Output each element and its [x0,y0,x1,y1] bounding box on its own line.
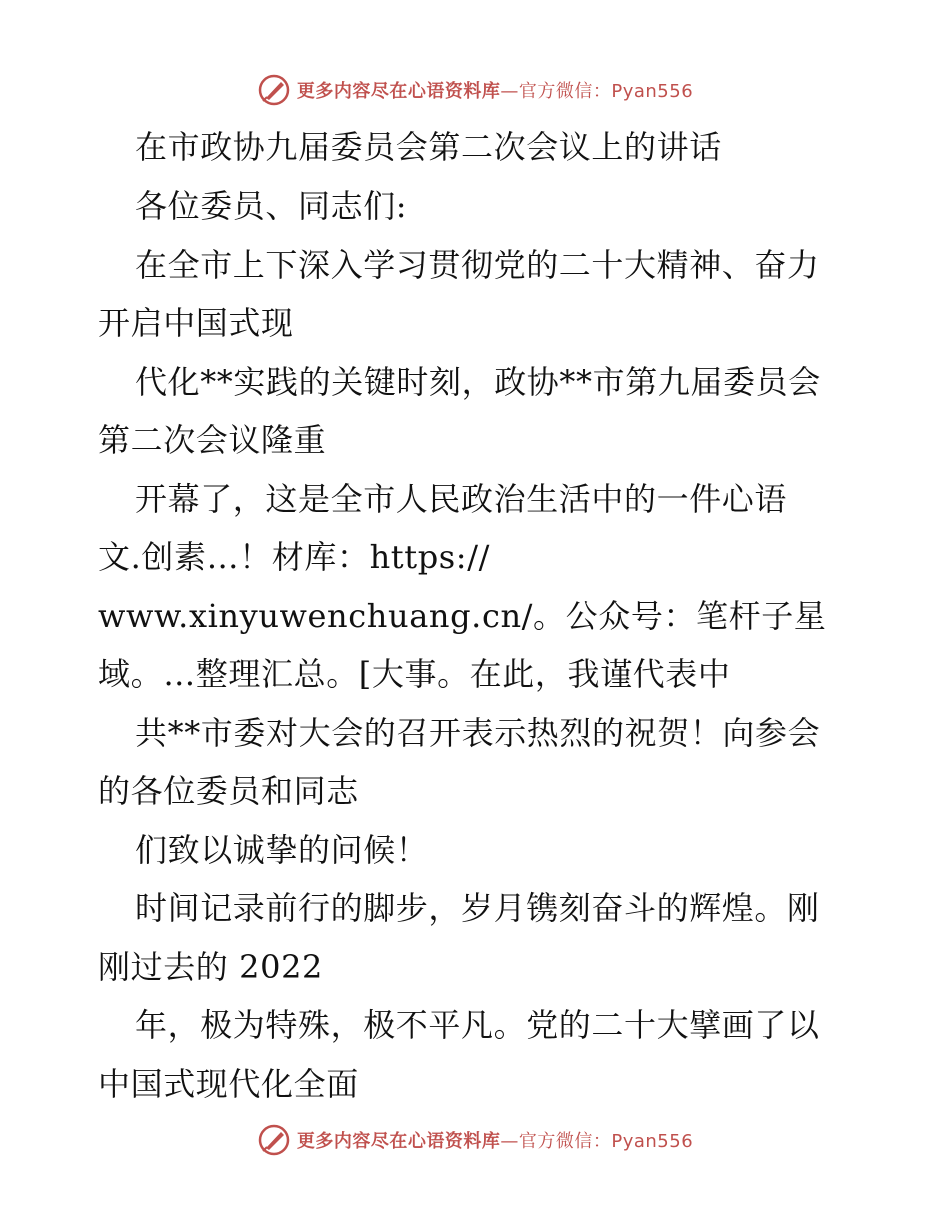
paragraph-line: 代化**实践的关键时刻，政协**市第九届委员会 [135,363,821,401]
paragraph-line: 在全市上下深入学习贯彻党的二十大精神、奋力 [135,246,820,284]
quill-logo-icon [257,1123,291,1157]
paragraph-line: 时间记录前行的脚步，岁月镌刻奋斗的辉煌。刚 [135,889,820,927]
paragraph-line: 的各位委员和同志 [98,772,359,810]
paragraph-line: 开启中国式现 [98,304,294,342]
paragraph-line: 刚过去的 2022 [98,948,324,986]
footer-banner-text [297,1127,693,1153]
paragraph-line: www.xinyuwenchuang.cn/。公众号：笔杆子星 [98,597,827,635]
paragraph-line: 们致以诚挚的问候！ [135,831,429,869]
greeting: 各位委员、同志们: [135,187,408,225]
paragraph-line: 域。…整理汇总。[大事。在此，我谨代表中 [98,655,731,693]
footer-banner [0,1120,950,1160]
header-banner-tail: —官方微信：Pyan556 [500,81,694,102]
paragraph-line: 共**市委对大会的召开表示热烈的祝贺！向参会 [135,714,821,752]
footer-banner-main: 更多内容尽在心语资料库 [296,1131,501,1152]
document-title: 在市政协九届委员会第二次会议上的讲话 [135,128,722,166]
paragraph-line: 年，极为特殊，极不平凡。党的二十大擘画了以 [135,1006,820,1044]
footer-banner-tail: —官方微信：Pyan556 [500,1131,694,1152]
paragraph-line: 文.创素…！材库：https:// [98,538,490,576]
paragraph-line: 中国式现代化全面 [98,1065,359,1103]
paragraph-line: 第二次会议隆重 [98,421,327,459]
header-banner-main: 更多内容尽在心语资料库 [296,81,501,102]
paragraph-line: 开幕了，这是全市人民政治生活中的一件心语 [135,480,788,518]
